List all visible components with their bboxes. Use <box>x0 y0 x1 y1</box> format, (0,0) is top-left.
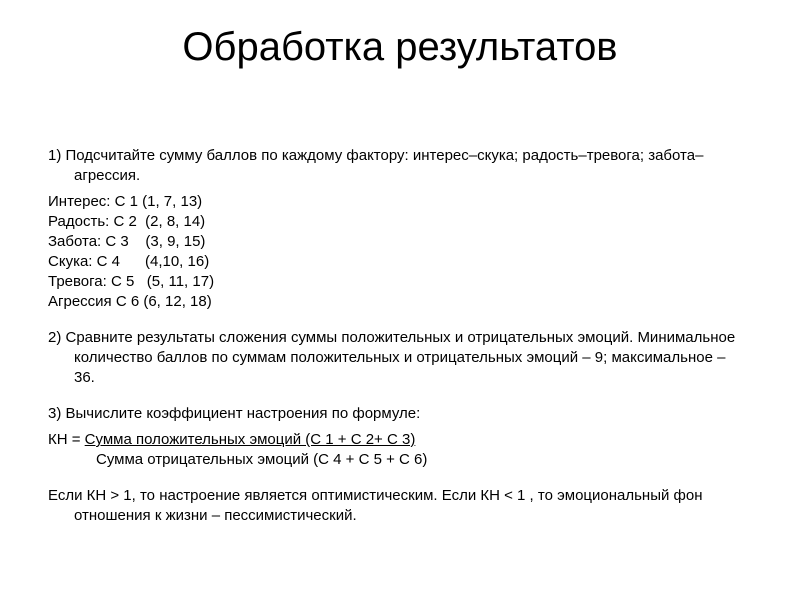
formula-numerator-line <box>48 430 748 450</box>
conclusion-text: Если КН > 1, то настроение является оптимистическим. Если КН < 1 , то эмоциональный фон отношения к жизни – пессимистический. <box>48 487 703 524</box>
formula-denominator: Сумма отрицательных эмоций (С 4 + С 5 + С 6) <box>96 451 428 468</box>
factor-care: Забота: С 3 (3, 9, 15) <box>48 233 206 250</box>
factor-interest: Интерес: С 1 (1, 7, 13) <box>48 193 203 210</box>
slide-title: Обработка результатов <box>182 25 618 69</box>
factor-joy: Радость: С 2 (2, 8, 14) <box>48 213 206 230</box>
formula <box>48 430 748 470</box>
step-2-text: 2) Сравните результаты сложения суммы положительных и отрицательных эмоций. Минимальное количество баллов по суммам положительных и отрицательных эмоций – 9; максимальное – 36. <box>48 329 736 386</box>
formula-numerator: Сумма положительных эмоций (С 1 + С 2+ С 3) <box>84 431 416 448</box>
slide-body <box>48 146 748 526</box>
factor-boredom: Скука: С 4 (4,10, 16) <box>48 253 210 270</box>
step-1-text: 1) Подсчитайте сумму баллов по каждому фактору: интерес–скука; радость–тревога; забота–агрессия. <box>48 147 704 184</box>
factor-aggression: Агрессия С 6 (6, 12, 18) <box>48 293 212 310</box>
step-3-text: 3) Вычислите коэффициент настроения по формуле: <box>48 405 421 422</box>
factor-list <box>48 192 748 312</box>
factor-anxiety: Тревога: С 5 (5, 11, 17) <box>48 273 215 290</box>
formula-prefix: КН = <box>48 431 85 448</box>
